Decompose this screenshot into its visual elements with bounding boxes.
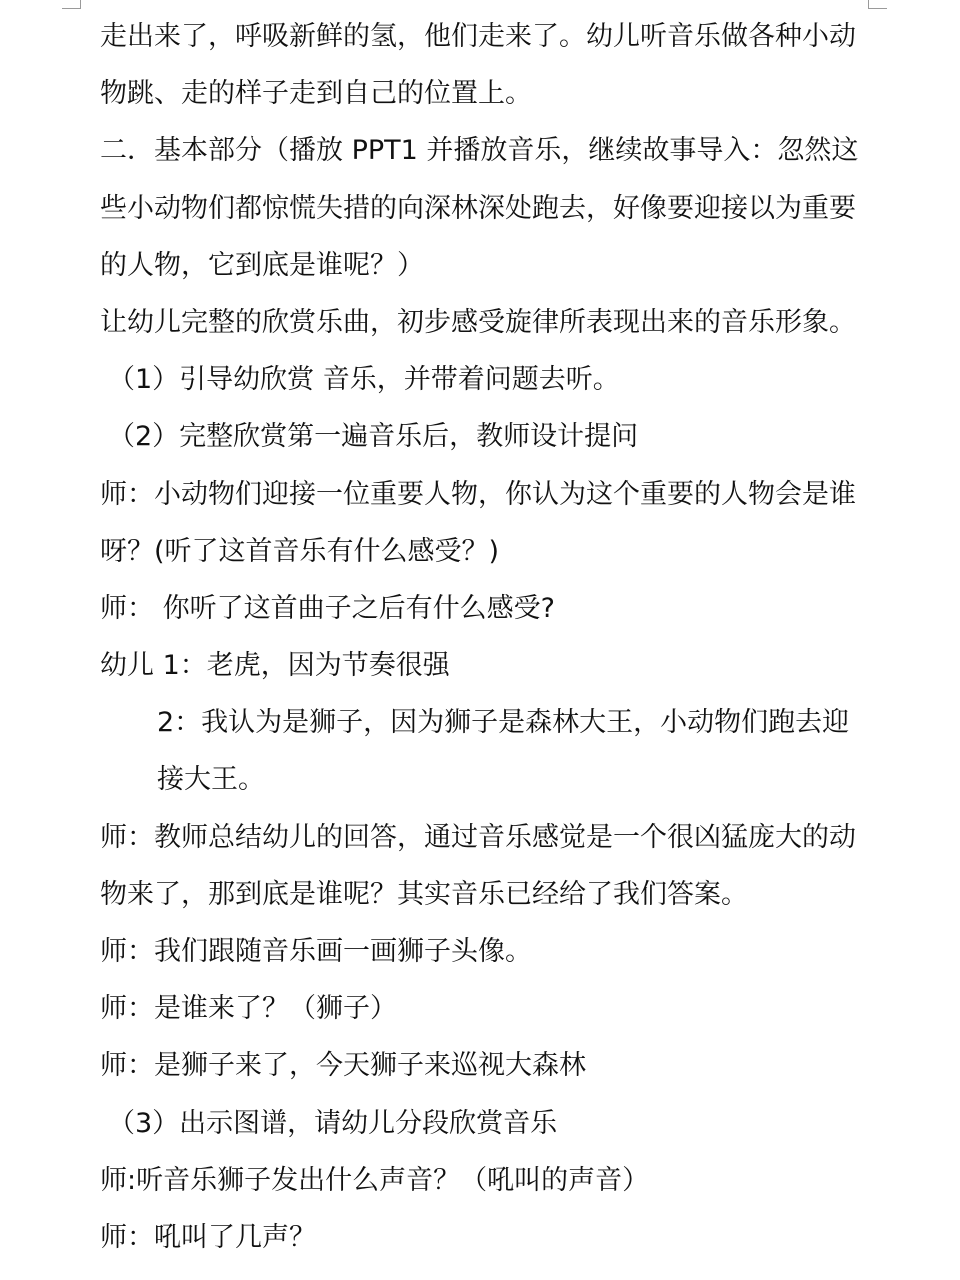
text-line: 师：是谁来了？（狮子）: [100, 993, 397, 1025]
text-line: 二．基本部分（播放 PPT1 并播放音乐，继续故事导入：忽然这: [100, 135, 859, 167]
text-line: 师：小动物们迎接一位重要人物，你认为这个重要的人物会是谁: [100, 478, 856, 510]
crop-mark-left: [62, 0, 81, 9]
document-body: [100, 8, 870, 1266]
text-line: 师：教师总结幼儿的回答，通过音乐感觉是一个很凶猛庞大的动: [100, 821, 856, 853]
text-line: 师：是狮子来了，今天狮子来巡视大森林: [100, 1050, 586, 1082]
text-line: 走出来了，呼吸新鲜的氢，他们走来了。幼儿听音乐做各种小动: [100, 21, 856, 52]
text-line: （3）出示图谱，请幼儿分段欣赏音乐: [108, 1107, 558, 1139]
text-line: 物跳、走的样子走到自己的位置上。: [100, 78, 532, 110]
text-line: 师： 你听了这首曲子之后有什么感受?: [100, 592, 555, 624]
text-line: （1）引导幼欣赏 音乐，并带着问题去听。: [108, 364, 620, 396]
text-line: 师:听音乐狮子发出什么声音？（吼叫的声音）: [100, 1164, 650, 1196]
text-line: 师：吼叫了几声？: [100, 1221, 316, 1253]
text-line: 物来了，那到底是谁呢？其实音乐已经给了我们答案。: [100, 878, 748, 910]
text-line: 幼儿 1：老虎，因为节奏很强: [100, 650, 450, 682]
text-line: 些小动物们都惊慌失措的向深林深处跑去，好像要迎接以为重要: [100, 192, 856, 224]
text-line: 的人物，它到底是谁呢？）: [100, 249, 424, 281]
text-line: （2）完整欣赏第一遍音乐后，教师设计提问: [108, 421, 639, 453]
text-line: 师：我们跟随音乐画一画狮子头像。: [100, 936, 532, 967]
text-line: 接大王。: [157, 764, 265, 796]
text-line: 让幼儿完整的欣赏乐曲，初步感受旋律所表现出来的音乐形象。: [100, 306, 856, 338]
text-line: 2：我认为是狮子，因为狮子是森林大王，小动物们跑去迎: [157, 707, 850, 739]
text-line: 呀？(听了这首音乐有什么感受？): [100, 535, 500, 567]
crop-mark-right: [868, 0, 887, 9]
